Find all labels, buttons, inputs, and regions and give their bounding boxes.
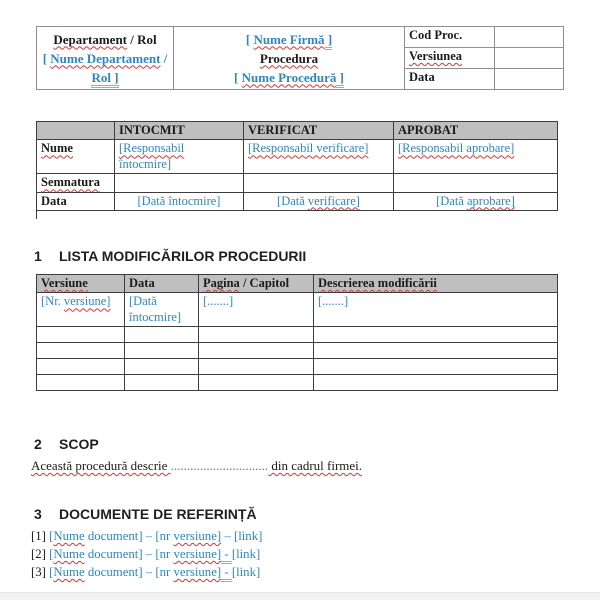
empty-cell[interactable] [314, 374, 558, 390]
responsabil-intocmire-placeholder[interactable]: [Responsabil întocmire] [115, 140, 244, 174]
empty-cell[interactable] [125, 374, 199, 390]
pagina-capitol-header: Pagina / Capitol [199, 275, 314, 293]
empty-cell[interactable] [125, 326, 199, 342]
approval-table [36, 121, 558, 211]
data-row-label: Data [37, 192, 115, 210]
cod-proc-value-cell[interactable] [495, 27, 564, 48]
responsabil-verificare-placeholder[interactable]: [Responsabil verificare] [244, 140, 394, 174]
empty-cell[interactable] [37, 326, 125, 342]
semnatura-verificat-cell[interactable] [244, 174, 394, 192]
heading-title: LISTA MODIFICĂRILOR PROCEDURII [59, 248, 307, 264]
rol-link-placeholder[interactable]: Rol ] [91, 70, 118, 88]
semnatura-intocmit-cell[interactable] [115, 174, 244, 192]
approval-corner-cell [37, 122, 115, 140]
versiunea-label: Versiunea [405, 48, 495, 69]
heading-title: DOCUMENTE DE REFERINȚĂ [59, 506, 257, 522]
cod-proc-label: Cod Proc. [405, 27, 495, 48]
firm-name-placeholder[interactable]: [ Nume Firmă ] [178, 30, 400, 49]
firm-procedure-cell[interactable] [174, 27, 405, 90]
data-aprobare-placeholder[interactable]: [Dată aprobare] [394, 192, 558, 210]
link-placeholder[interactable]: [link] [233, 529, 263, 543]
empty-cell[interactable] [37, 342, 125, 358]
refs-heading [34, 506, 257, 522]
data-intocmire-cell-placeholder[interactable]: [Dată întocmire] [125, 293, 199, 327]
changes-table [36, 274, 558, 391]
data-intocmire-placeholder[interactable]: [Dată întocmire] [115, 192, 244, 210]
heading-number: 3 [34, 506, 42, 522]
empty-cell[interactable] [125, 342, 199, 358]
descriere-header: Descrierea modificării [314, 275, 558, 293]
empty-cell[interactable] [37, 358, 125, 374]
empty-cell[interactable] [199, 374, 314, 390]
responsabil-aprobare-placeholder[interactable]: [Responsabil aprobare] [394, 140, 558, 174]
department-role-cell[interactable] [37, 27, 174, 90]
versiunea-value-cell[interactable] [495, 48, 564, 69]
data-verificare-placeholder[interactable]: [Dată verificare] [244, 192, 394, 210]
scop-paragraph: Această procedură descrie .............................. din cadrul firmei. [31, 458, 363, 473]
reference-item-2: [2] [Nume document] – [nr versiune] - [link] [31, 547, 260, 562]
procedure-label: Procedura [259, 50, 319, 66]
scop-heading [34, 436, 99, 452]
data-label: Data [405, 69, 495, 90]
heading-number: 2 [34, 436, 42, 452]
empty-cell[interactable] [199, 342, 314, 358]
semnatura-row-label: Semnatura [37, 174, 115, 192]
empty-cell[interactable] [314, 342, 558, 358]
data-value-cell[interactable] [495, 69, 564, 90]
empty-cell[interactable] [314, 326, 558, 342]
heading-title: SCOP [59, 436, 99, 452]
semnatura-aprobat-cell[interactable] [394, 174, 558, 192]
reference-item-1: [1] [Nume document] – [nr versiune] – [link] [31, 529, 263, 543]
heading-number: 1 [34, 248, 42, 264]
dots-placeholder[interactable]: .............................. [170, 458, 269, 473]
procedure-name-placeholder[interactable]: [ Nume Procedură ] [178, 68, 400, 87]
empty-cell[interactable] [199, 358, 314, 374]
data-header: Data [125, 275, 199, 293]
aprobat-header: APROBAT [394, 122, 558, 140]
intocmit-header: INTOCMIT [115, 122, 244, 140]
page-bottom-edge [0, 592, 600, 600]
dept-placeholder[interactable]: [ Nume Departament / Rol ] [41, 49, 169, 87]
link-placeholder[interactable]: [link] [231, 547, 261, 561]
versiune-header: Versiune [37, 275, 125, 293]
dept-title: Departament / Rol [53, 31, 157, 47]
text-caret [36, 205, 37, 219]
header-info-table [36, 26, 564, 90]
changes-heading [34, 248, 306, 264]
verificat-header: VERIFICAT [244, 122, 394, 140]
nr-versiune-placeholder[interactable]: [Nr. versiune] [37, 293, 125, 327]
nume-row-label: Nume [37, 140, 115, 174]
pagina-placeholder[interactable]: [.......] [199, 293, 314, 327]
descriere-placeholder[interactable]: [.......] [314, 293, 558, 327]
empty-cell[interactable] [199, 326, 314, 342]
reference-item-3: [3] [Nume document] – [nr versiune] - [link] [31, 565, 260, 580]
empty-cell[interactable] [37, 374, 125, 390]
link-placeholder[interactable]: [link] [231, 565, 261, 579]
empty-cell[interactable] [125, 358, 199, 374]
empty-cell[interactable] [314, 358, 558, 374]
